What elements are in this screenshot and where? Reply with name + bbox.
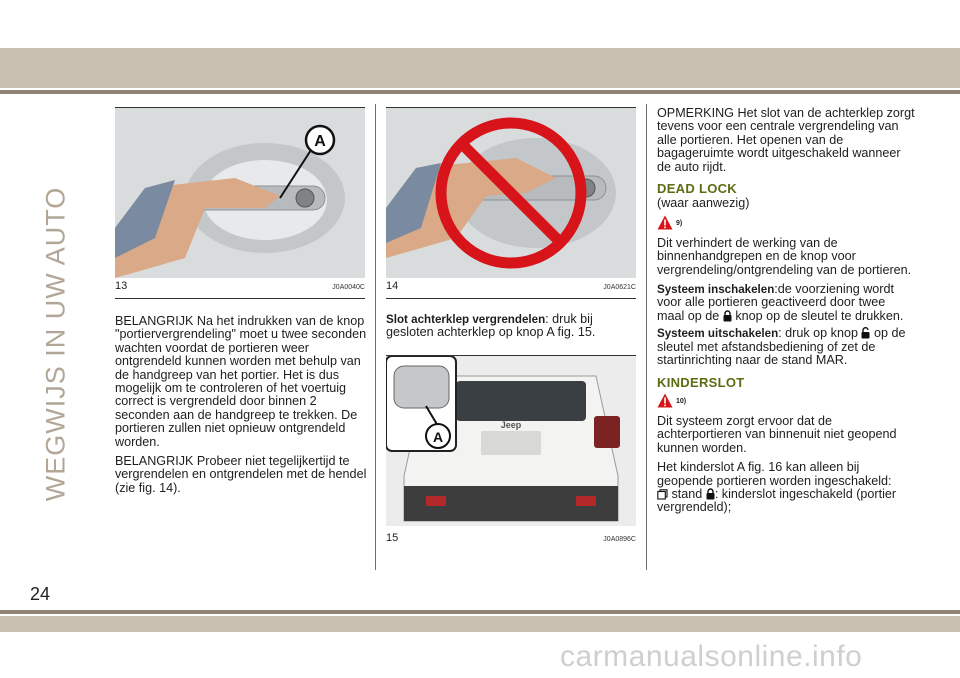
tailgate-lock-text: : druk bij gesloten achterklep op knop A fig. 15. [386,312,596,340]
brand-label: Jeep [500,420,522,430]
figure-15-code: J0A0896C [603,536,636,543]
tailgate-note: OPMERKING Het slot van de achterklep zorgt tevens voor een centrale vergrendeling van alle portieren. Het openen van de bagageruimte wordt uitgeschakeld wanneer de auto rijdt. [657,106,915,174]
warning-icon [657,215,673,230]
child-lock-symbol-icon [657,489,668,500]
warning-ref-9-number: 9) [676,219,683,227]
system-disable-title: Systeem uitschakelen [657,327,779,341]
figure-14-image [386,107,636,278]
figure-13-code: J0A0040C [332,284,365,291]
figure-13 [115,104,365,296]
lock-closed-icon-2 [706,488,715,500]
child-lock-text-c: : kinderslot ingeschakeld (portier vergrendeld); [657,486,897,515]
lock-open-icon [861,327,870,339]
column-1-text [115,315,367,501]
figure-14-rule [386,298,636,299]
tailgate-lock-paragraph [386,313,638,340]
warning-icon-2 [657,393,673,408]
system-enable-text-b: knop op de sleutel te drukken. [735,308,904,323]
figure-13-image [115,107,365,278]
dead-lock-heading: DEAD LOCK [657,181,737,197]
system-enable-title: Systeem inschakelen [657,283,775,297]
column-divider-2 [646,104,647,570]
footer-rule [0,610,960,614]
figure-14-number: 14 [386,280,399,292]
child-lock-instructions [657,461,915,515]
callout-a-label: A [314,133,326,150]
warning-ref-10-number: 10) [676,397,687,405]
lock-closed-icon [723,310,732,322]
system-enable-text-a: :de voorziening wordt voor alle portieren geactiveerd door twee maal op de [657,282,895,323]
figure-15-number: 15 [386,532,399,544]
warning-ref-9 [657,215,915,233]
column-2-text [386,313,638,346]
figure-15-image [386,355,636,526]
note-door-lock: BELANGRIJK Na het indrukken van de knop "portiervergrendeling" moet u twee seconden wachten voordat de portieren weer ontgrendeld kunnen worden met behulp van de handgreep van het portier. Het is dus mogelijk om te controleren of het voertuig correct is vergrendeld door binnen 2 seconden aan de handgreep te trekken. De portieren zullen niet opnieuw ontgrendeld worden. [115,314,367,449]
child-lock-text-a: Het kinderslot A fig. 16 kan alleen bij geopende portieren worden ingeschakeld: [657,460,892,488]
system-disable-text-b: op de sleutel met afstandsbediening of zet de startinrichting naar de stand MAR. [657,326,906,368]
callout-a-label-15: A [432,429,444,445]
page-number: 24 [30,584,51,604]
watermark: carmanualsonline.info [560,640,863,673]
system-disable-text-a: : druk op knop [778,326,858,341]
figure-14 [386,104,636,296]
child-lock-heading: KINDERSLOT [657,374,745,390]
child-lock-description: Dit systeem zorgt ervoor dat de achterportieren van binnenuit niet geopend kunnen worden. [657,413,897,455]
note-do-not-lock-unlock: BELANGRIJK Probeer niet tegelijkertijd te vergrendelen en ontgrendelen met de hendel (zie fig. 14). [115,454,367,495]
tailgate-lock-title: Slot achterklep vergrendelen [386,313,546,326]
dead-lock-availability: (waar aanwezig) [657,196,750,211]
column-divider-1 [375,104,376,570]
header-rule [0,90,960,94]
warning-ref-10 [657,393,915,411]
figure-15 [386,352,636,552]
child-lock-text-b: stand [671,486,703,501]
system-disable-paragraph [657,327,915,367]
figure-13-rule [115,298,365,299]
figure-14-code: J0A0621C [603,284,636,291]
header-band [0,48,960,88]
system-enable-paragraph [657,283,915,323]
column-3-text [657,107,915,521]
section-title: WEGWIJS IN UW AUTO [40,186,71,502]
footer-band [0,616,960,632]
dead-lock-description: Dit verhindert de werking van de binnenhandgrepen en de knop voor vergrendeling/ontgrendeling van de portieren. [657,235,912,277]
figure-13-number: 13 [115,280,128,292]
